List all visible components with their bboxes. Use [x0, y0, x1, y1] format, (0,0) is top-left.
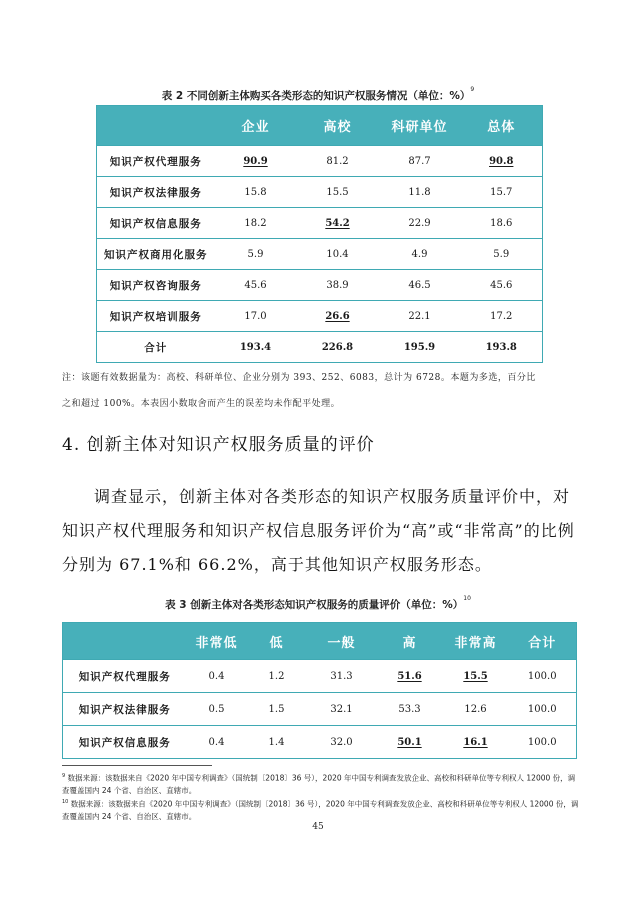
table2-header-overall: 总体	[461, 106, 543, 146]
table-cell: 32.0	[307, 726, 377, 759]
table-cell: 100.0	[509, 726, 577, 759]
row-label: 知识产权法律服务	[97, 177, 215, 208]
table3-header-very-high: 非常高	[443, 623, 509, 660]
table-cell: 22.1	[379, 301, 461, 332]
table-cell: 100.0	[509, 660, 577, 693]
row-label: 知识产权代理服务	[63, 660, 187, 693]
table2	[96, 105, 543, 363]
table-cell: 53.3	[377, 693, 443, 726]
table2-header-research: 科研单位	[379, 106, 461, 146]
table-cell: 0.4	[187, 726, 247, 759]
table-cell: 17.2	[461, 301, 543, 332]
table-cell: 32.1	[307, 693, 377, 726]
table-cell: 5.9	[215, 239, 297, 270]
table-cell: 15.5	[297, 177, 379, 208]
table-cell: 193.8	[461, 332, 543, 363]
table3-header-total: 合计	[509, 623, 577, 660]
row-label: 知识产权商用化服务	[97, 239, 215, 270]
table-cell: 90.9	[215, 146, 297, 177]
table-cell: 11.8	[379, 177, 461, 208]
table-cell: 0.5	[187, 693, 247, 726]
row-label: 知识产权咨询服务	[97, 270, 215, 301]
row-label: 知识产权培训服务	[97, 301, 215, 332]
table3-header-low: 低	[247, 623, 307, 660]
table2-note-line1: 注：该题有效数据量为：高校、科研单位、企业分别为 393、252、6083，总计为 6728。本题为多选，百分比	[62, 373, 536, 383]
table2-note-line2: 之和超过 100%。本表因小数取舍而产生的误差均未作配平处理。	[62, 399, 341, 409]
table2-header-university: 高校	[297, 106, 379, 146]
table-cell: 1.4	[247, 726, 307, 759]
table-cell: 100.0	[509, 693, 577, 726]
table2-header-row	[97, 106, 543, 146]
page-number: 45	[312, 822, 324, 832]
table-cell: 81.2	[297, 146, 379, 177]
row-label: 知识产权信息服务	[63, 726, 187, 759]
table-row	[63, 693, 577, 726]
row-label: 知识产权信息服务	[97, 208, 215, 239]
table-cell: 193.4	[215, 332, 297, 363]
table-cell: 1.5	[247, 693, 307, 726]
table-row	[97, 270, 543, 301]
table-cell: 26.6	[297, 301, 379, 332]
row-label: 知识产权法律服务	[63, 693, 187, 726]
footnote-10: $^{10}$ 数据来源：该数据来自《2020 年中国专利调查》（国统制〔2018〕36 号），2020 年中国专利调查发放企业、高校和科研单位等专利权人 12000 份，调查覆盖国内 24 个省、自治区、直辖市。	[62, 799, 579, 821]
table-cell: 31.3	[307, 660, 377, 693]
table-cell: 12.6	[443, 693, 509, 726]
table3-caption: 表 3 创新主体对各类形态知识产权服务的质量评价（单位：%）$^{10}$	[165, 595, 471, 611]
table-cell: 17.0	[215, 301, 297, 332]
table3	[62, 622, 577, 759]
table3-header-corner	[63, 623, 187, 660]
table-cell: 22.9	[379, 208, 461, 239]
table-cell: 15.7	[461, 177, 543, 208]
table-row	[97, 208, 543, 239]
table3-header-row	[63, 623, 577, 660]
table3-header-high: 高	[377, 623, 443, 660]
body-paragraph: 调查显示，创新主体对各类形态的知识产权服务质量评价中，对知识产权代理服务和知识产权信息服务评价为“高”或“非常高”的比例分别为 67.1%和 66.2%，高于其他知识产权服务形态。	[62, 487, 575, 574]
table-cell: 45.6	[461, 270, 543, 301]
table2-caption: 表 2 不同创新主体购买各类形态的知识产权服务情况（单位：%）$^9$	[161, 86, 475, 102]
table-total-row	[97, 332, 543, 363]
table-cell: 15.5	[443, 660, 509, 693]
table-cell: 226.8	[297, 332, 379, 363]
table3-header-very-low: 非常低	[187, 623, 247, 660]
table2-header-enterprise: 企业	[215, 106, 297, 146]
table-cell: 50.1	[377, 726, 443, 759]
table-cell: 38.9	[297, 270, 379, 301]
row-label: 知识产权代理服务	[97, 146, 215, 177]
table-row	[97, 177, 543, 208]
table-cell: 15.8	[215, 177, 297, 208]
table-row	[63, 726, 577, 759]
table-cell: 18.6	[461, 208, 543, 239]
table-cell: 90.8	[461, 146, 543, 177]
table-cell: 0.4	[187, 660, 247, 693]
table-cell: 46.5	[379, 270, 461, 301]
row-label: 合计	[97, 332, 215, 363]
table-row	[97, 301, 543, 332]
table-cell: 10.4	[297, 239, 379, 270]
footnote-9: $^9$ 数据来源：该数据来自《2020 年中国专利调查》（国统制〔2018〕36 号），2020 年中国专利调查发放企业、高校和科研单位等专利权人 12000 份，调查覆盖国内 24 个省、自治区、直辖市。	[62, 773, 576, 795]
table-cell: 4.9	[379, 239, 461, 270]
table-cell: 5.9	[461, 239, 543, 270]
section-heading: 4. 创新主体对知识产权服务质量的评价	[62, 435, 375, 455]
table2-header-corner	[97, 106, 215, 146]
table-cell: 195.9	[379, 332, 461, 363]
table-cell: 16.1	[443, 726, 509, 759]
table-row	[97, 146, 543, 177]
table-cell: 87.7	[379, 146, 461, 177]
table-cell: 45.6	[215, 270, 297, 301]
table-cell: 51.6	[377, 660, 443, 693]
table3-header-average: 一般	[307, 623, 377, 660]
table-row	[97, 239, 543, 270]
table-row	[63, 660, 577, 693]
table-cell: 18.2	[215, 208, 297, 239]
table-cell: 1.2	[247, 660, 307, 693]
table-cell: 54.2	[297, 208, 379, 239]
footnote-divider	[62, 765, 212, 766]
